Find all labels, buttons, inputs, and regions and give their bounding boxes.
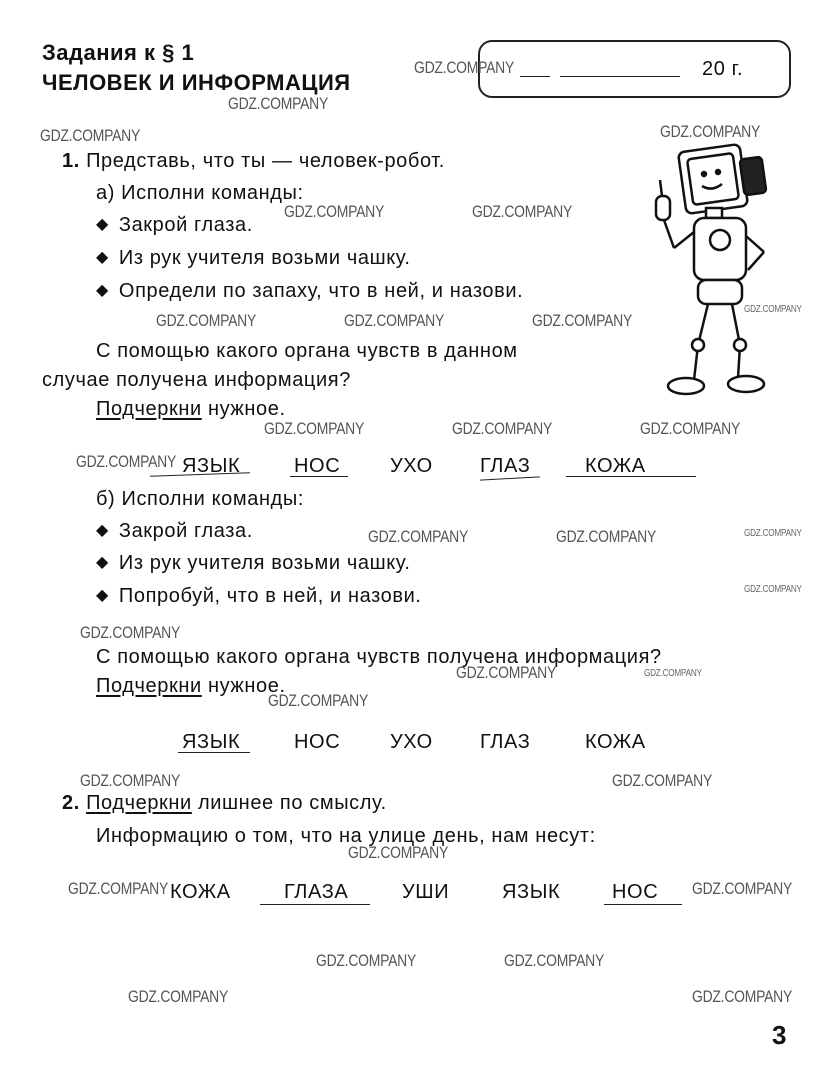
watermark: GDZ.COMPANY [80,771,181,790]
underline-mark [604,904,682,905]
part-a-option-eye[interactable]: ГЛАЗ [480,455,531,477]
watermark: GDZ.COMPANY [612,771,713,790]
watermark: GDZ.COMPANY [452,419,553,438]
watermark: GDZ.COMPANY [264,419,365,438]
watermark: GDZ.COMPANY [660,122,761,141]
underline-mark [178,752,250,753]
task2-question: Информацию о том, что на улице день, нам несут: [96,825,596,847]
page-number: 3 [772,1020,787,1050]
watermark: GDZ.COMPANY [368,527,469,546]
watermark: GDZ.COMPANY [456,663,557,682]
watermark: GDZ.COMPANY [744,304,802,315]
watermark: GDZ.COMPANY [644,668,702,679]
watermark: GDZ.COMPANY [414,58,515,77]
part-b-option-ear[interactable]: УХО [390,731,433,753]
part-a-command-1: ◆ Закрой глаза. [96,214,253,237]
watermark: GDZ.COMPANY [744,584,802,595]
part-a-instruction-word: Подчеркни [96,398,202,420]
watermark: GDZ.COMPANY [228,94,329,113]
task1-intro-text: Представь, что ты — человек-робот. [86,150,445,172]
task2-instruction-rest: лишнее по смыслу. [198,792,387,814]
watermark: GDZ.COMPANY [640,419,741,438]
task2-option-skin[interactable]: КОЖА [170,881,231,903]
part-b-option-eye[interactable]: ГЛАЗ [480,731,531,753]
watermark: GDZ.COMPANY [80,623,181,642]
part-b-option-nose[interactable]: НОС [294,731,341,753]
watermark: GDZ.COMPANY [556,527,657,546]
task2-number: 2. [62,792,80,814]
underline-mark [566,476,696,477]
task-heading: Задания к § 1 [42,40,195,65]
underline-mark [290,476,348,477]
part-a-question-line1: С помощью какого органа чувств в данном [96,340,518,362]
watermark: GDZ.COMPANY [68,879,169,898]
watermark: GDZ.COMPANY [284,202,385,221]
watermark: GDZ.COMPANY [128,987,229,1006]
watermark: GDZ.COMPANY [268,691,369,710]
watermark: GDZ.COMPANY [744,528,802,539]
part-b-label: б) Исполни команды: [96,488,305,510]
page-title: ЧЕЛОВЕК И ИНФОРМАЦИЯ [42,70,351,95]
task2-instruction [62,792,387,815]
task2-instruction-word: Подчеркни [86,792,192,814]
watermark: GDZ.COMPANY [40,126,141,145]
part-b-command-3: ◆ Попробуй, что в ней, и назови. [96,585,422,608]
part-b-command-1: ◆ Закрой глаза. [96,520,253,543]
part-a-question-line2: случае получена информация? [42,369,351,391]
part-a-command-3: ◆ Определи по запаху, что в ней, и назови. [96,280,523,303]
watermark: GDZ.COMPANY [692,987,793,1006]
part-b-instruction-word: Подчеркни [96,675,202,697]
part-a-instruction [96,398,286,421]
date-box[interactable] [478,40,791,98]
part-b-option-skin[interactable]: КОЖА [585,731,646,753]
task2-option-ears[interactable]: УШИ [402,881,450,903]
part-a-instruction-rest: нужное. [207,398,286,420]
watermark: GDZ.COMPANY [348,843,449,862]
date-year-label: 20 г. [702,58,744,80]
task1-number: 1. [62,150,80,172]
part-a-command-2: ◆ Из рук учителя возьми чашку. [96,247,411,270]
watermark: GDZ.COMPANY [692,879,793,898]
watermark: GDZ.COMPANY [344,311,445,330]
part-a-option-tongue[interactable]: ЯЗЫК [182,455,241,477]
part-b-command-2: ◆ Из рук учителя возьми чашку. [96,552,411,575]
part-a-option-skin[interactable]: КОЖА [585,455,646,477]
watermark: GDZ.COMPANY [76,452,177,471]
robot-illustration [636,140,786,400]
task1-intro [62,150,445,173]
part-a-label: а) Исполни команды: [96,182,304,204]
watermark: GDZ.COMPANY [156,311,257,330]
watermark: GDZ.COMPANY [504,951,605,970]
watermark: GDZ.COMPANY [472,202,573,221]
watermark: GDZ.COMPANY [316,951,417,970]
part-b-instruction [96,675,286,698]
part-b-question: С помощью какого органа чувств получена информация? [96,646,662,668]
watermark: GDZ.COMPANY [532,311,633,330]
task2-option-nose[interactable]: НОС [612,881,659,903]
part-b-option-tongue[interactable]: ЯЗЫК [182,731,241,753]
task2-option-eyes[interactable]: ГЛАЗА [284,881,349,903]
part-b-instruction-rest: нужное. [207,675,286,697]
underline-mark [260,904,370,905]
part-a-option-nose[interactable]: НОС [294,455,341,477]
task2-option-tongue[interactable]: ЯЗЫК [502,881,561,903]
part-a-option-ear[interactable]: УХО [390,455,433,477]
